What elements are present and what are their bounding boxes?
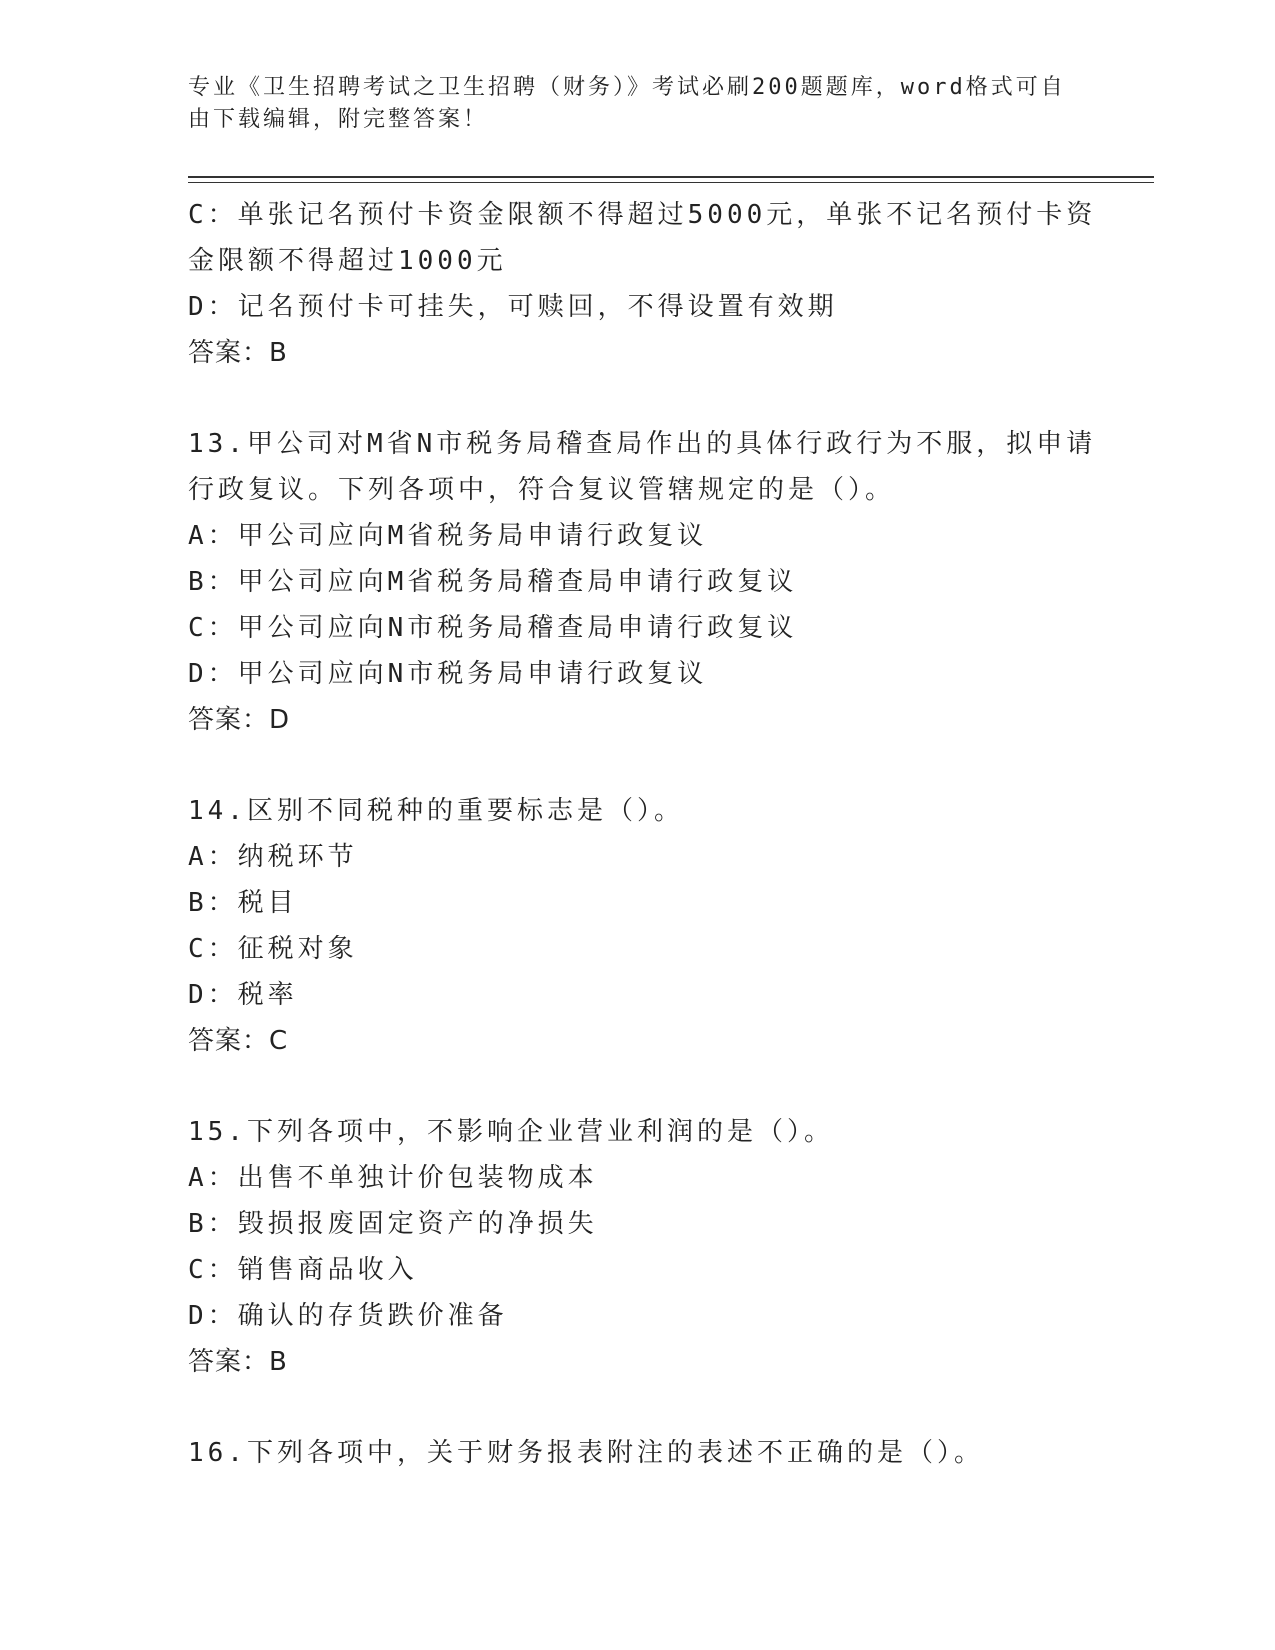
question-12-fragment: [188, 192, 1097, 376]
option-d: D：记名预付卡可挂失，可赎回，不得设置有效期: [188, 292, 838, 322]
answer-line: 答案：B: [188, 1347, 288, 1377]
option-c: C：征税对象: [188, 934, 358, 964]
header-divider-thin: [188, 182, 1154, 183]
question-16: [188, 1430, 1088, 1476]
option-c-line-1: C：单张记名预付卡资金限额不得超过5000元，单张不记名预付卡资: [188, 200, 1097, 230]
option-c: C：销售商品收入: [188, 1255, 418, 1285]
spacer: [188, 376, 1088, 421]
option-a: A：甲公司应向M省税务局申请行政复议: [188, 521, 708, 551]
answer-line: 答案：C: [188, 1026, 289, 1056]
answer-line: 答案：D: [188, 705, 291, 735]
header-title-line-1: 专业《卫生招聘考试之卫生招聘（财务）》考试必刷200题题库，word格式可自: [188, 75, 1066, 100]
question-15: [188, 1109, 1088, 1385]
question-list: [188, 192, 1097, 1476]
question-stem: 15.下列各项中，不影响企业营业利润的是（）。: [188, 1117, 834, 1147]
question-stem-line-1: 13.甲公司对M省N市税务局稽查局作出的具体行政行为不服，拟申请: [188, 429, 1097, 459]
spacer: [188, 1385, 1088, 1430]
spacer: [188, 1064, 1088, 1109]
question-13: [188, 421, 1097, 743]
option-c-line-2: 金限额不得超过1000元: [188, 246, 507, 276]
question-stem: 14.区别不同税种的重要标志是（）。: [188, 796, 684, 826]
option-a: A：出售不单独计价包装物成本: [188, 1163, 598, 1193]
option-d: D：税率: [188, 980, 298, 1010]
option-b: B：毁损报废固定资产的净损失: [188, 1209, 598, 1239]
option-d: D：甲公司应向N市税务局申请行政复议: [188, 659, 708, 689]
header-title-line-2: 由下载编辑，附完整答案！: [188, 107, 489, 132]
option-a: A：纳税环节: [188, 842, 358, 872]
option-d: D：确认的存货跌价准备: [188, 1301, 508, 1331]
question-stem: 16.下列各项中，关于财务报表附注的表述不正确的是（）。: [188, 1438, 984, 1468]
header-divider-thick: [188, 176, 1154, 178]
question-14: [188, 788, 1088, 1064]
option-b: B：甲公司应向M省税务局稽查局申请行政复议: [188, 567, 798, 597]
answer-line: 答案：B: [188, 338, 288, 368]
document-header: [188, 72, 1088, 136]
option-c: C：甲公司应向N市税务局稽查局申请行政复议: [188, 613, 798, 643]
option-b: B：税目: [188, 888, 298, 918]
question-stem-line-2: 行政复议。下列各项中，符合复议管辖规定的是（）。: [188, 475, 896, 505]
spacer: [188, 743, 1088, 788]
